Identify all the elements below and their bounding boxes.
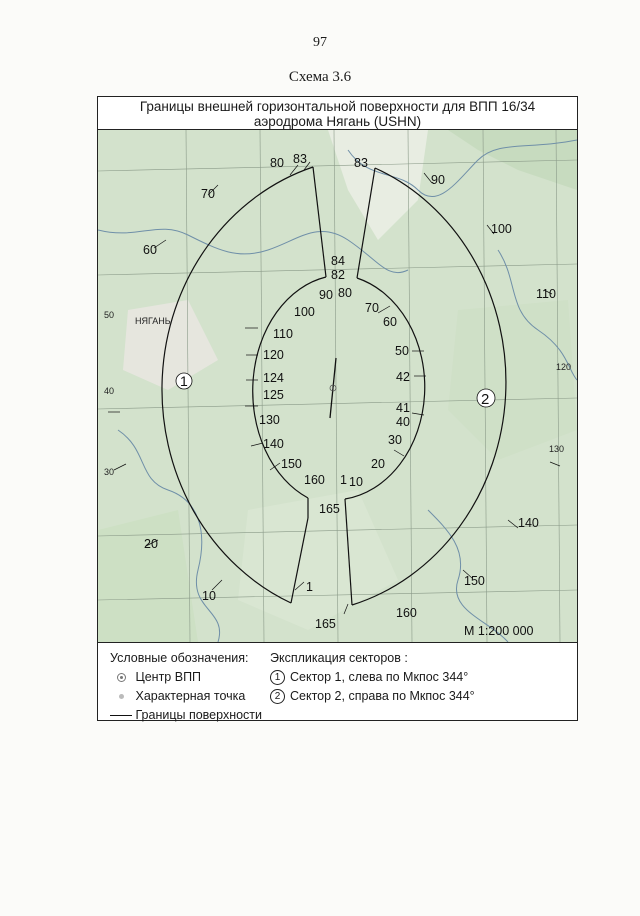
outer-bearing-1: 1 [306,580,313,594]
edge-tick-120: 120 [556,362,572,372]
outer-bearing-140: 140 [518,516,539,530]
map-scale: М 1:200 000 [464,624,534,638]
edge-tick-50: 50 [104,310,115,320]
inner-bearing-50: 50 [395,344,409,358]
outer-bearing-165: 165 [315,617,336,631]
inner-bearing-124: 124 [263,371,284,385]
inner-bearing-41: 41 [396,401,410,415]
legend [98,642,577,721]
edge-tick-130: 130 [549,444,565,454]
sector-1-icon: 1 [270,670,285,685]
outer-bearing-110: 110 [536,287,556,301]
legend-surface-boundary: Границы поверхности [110,706,262,725]
outer-bearing-10: 10 [202,589,216,603]
legend-sector-1: 1 Сектор 1, слева по Мкпос 344° [270,668,475,687]
inner-bearing-60: 60 [383,315,397,329]
inner-bearing-82: 82 [331,268,345,282]
outer-bearing-80: 80 [270,156,284,170]
outer-bearing-20: 20 [144,537,158,551]
inner-bearing-80: 80 [338,286,352,300]
inner-bearing-1: 1 [340,473,347,487]
inner-bearing-42: 42 [396,370,410,384]
legend-sectors [270,649,475,706]
outer-bearing-150: 150 [464,574,485,588]
inner-bearing-140: 140 [263,437,284,451]
characteristic-point-icon [119,694,124,699]
outer-bearing-160: 160 [396,606,417,620]
inner-bearing-130: 130 [259,413,280,427]
legend-characteristic-point: Характерная точка [110,687,262,706]
place-name: НЯГАНЬ [135,316,171,326]
inner-bearing-110: 110 [273,327,293,341]
inner-bearing-150: 150 [281,457,302,471]
legend-sector-2: 2 Сектор 2, справа по Мкпос 344° [270,687,475,706]
inner-bearing-120: 120 [263,348,284,362]
inner-bearing-70: 70 [365,301,379,315]
map-canvas [98,130,577,642]
map-title-line-1: Границы внешней горизонтальной поверхности для ВПП 16/34 [139,99,536,114]
edge-tick-40: 40 [104,386,115,396]
scheme-title: Схема 3.6 [288,69,352,85]
map-title-line-2: аэродрома Нягань (USHN) [253,114,422,129]
outer-bearing-100: 100 [491,222,512,236]
outer-bearing-83-right: 83 [354,156,368,170]
map-title [98,97,577,130]
edge-tick-30: 30 [104,467,115,477]
inner-bearing-84: 84 [331,254,345,268]
boundary-line-icon [110,715,132,716]
outer-bearing-90: 90 [431,173,445,187]
outer-bearing-83-left: 83 [293,152,307,166]
inner-bearing-20: 20 [371,457,385,471]
topographic-map [98,130,577,642]
map-frame [97,96,578,721]
inner-bearing-30: 30 [388,433,402,447]
legend-heading: Условные обозначения: [110,651,249,665]
inner-bearing-90: 90 [319,288,333,302]
inner-bearing-40: 40 [396,415,410,429]
svg-text:2: 2 [481,391,490,408]
outer-bearing-70: 70 [201,187,215,201]
page-number: 97 [313,35,327,50]
inner-bearing-165: 165 [319,502,340,516]
sector-1-label [176,373,192,389]
inner-bearing-160: 160 [304,473,325,487]
legend-symbols [110,649,262,725]
svg-text:1: 1 [180,373,188,389]
inner-bearing-10: 10 [349,475,363,489]
legend-runway-center: Центр ВПП [110,668,262,687]
sector-2-icon: 2 [270,689,285,704]
inner-bearing-100: 100 [294,305,315,319]
outer-bearing-60: 60 [143,243,157,257]
sectors-heading: Экспликация секторов : [270,651,408,665]
runway-center-icon [117,673,126,682]
inner-bearing-125: 125 [263,388,284,402]
